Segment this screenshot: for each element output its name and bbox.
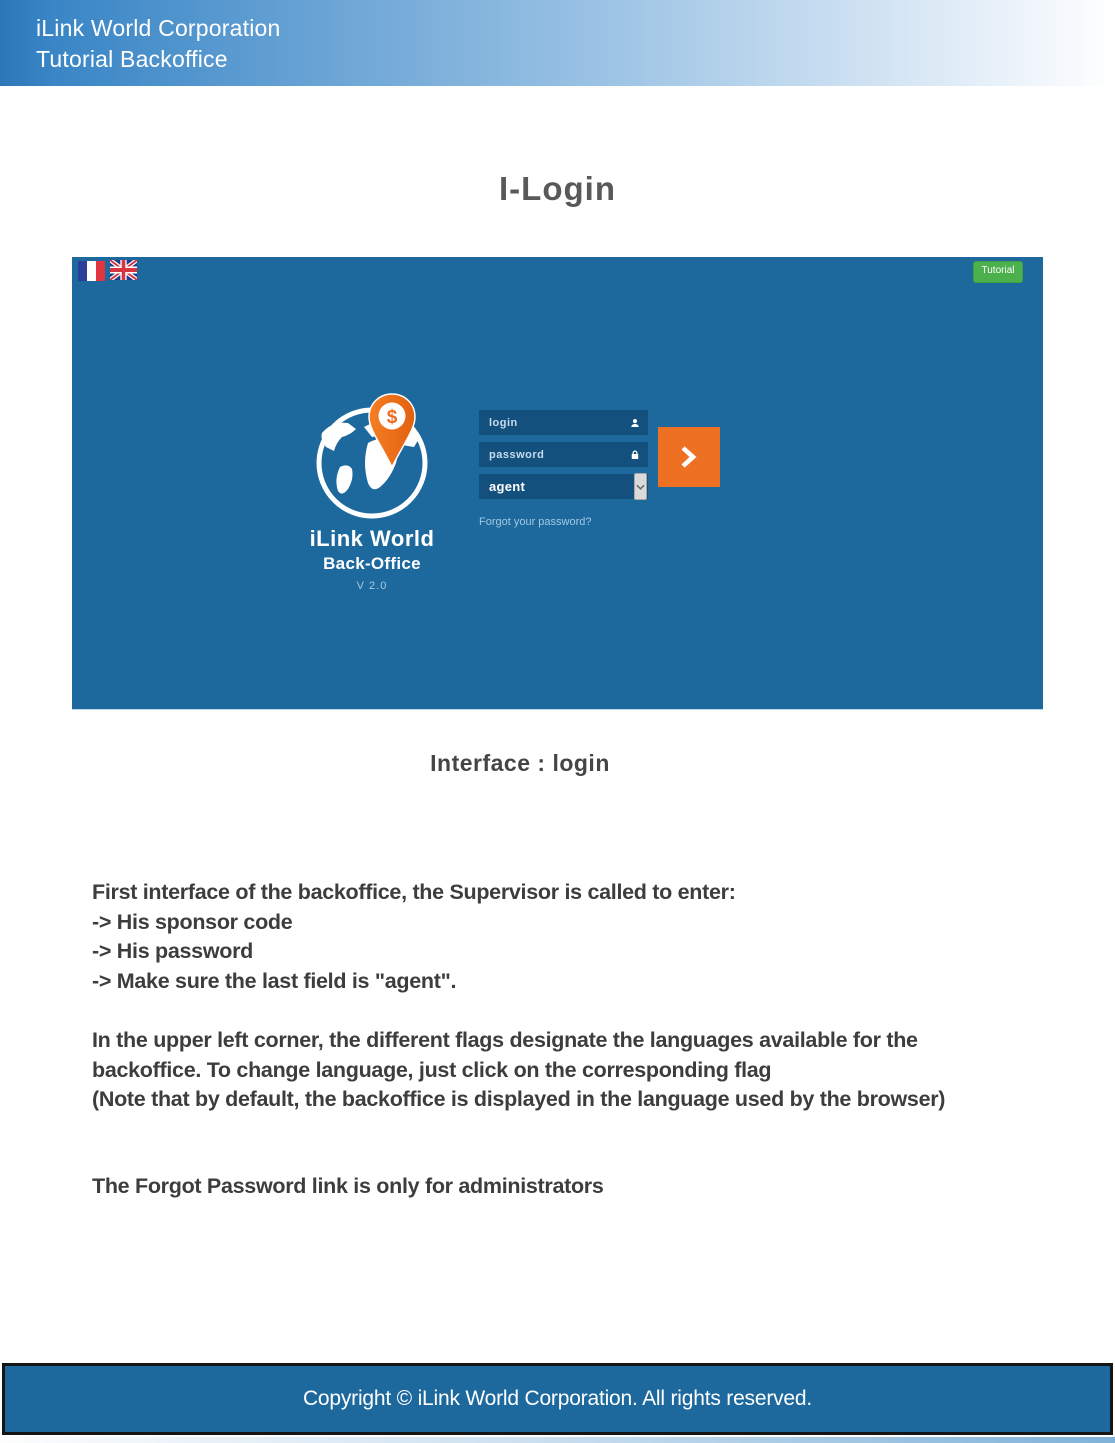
submit-button[interactable] <box>658 427 720 487</box>
france-flag-icon[interactable] <box>78 261 105 281</box>
paragraph-flags <box>92 1026 945 1115</box>
body-line: -> His sponsor code <box>92 909 293 934</box>
footer-bar <box>2 1363 1113 1435</box>
body-line: (Note that by default, the backoffice is displayed in the language used by the browser) <box>92 1087 946 1111</box>
globe-pin-icon <box>292 387 452 523</box>
chevron-down-icon[interactable] <box>634 473 647 500</box>
tutorial-button[interactable]: Tutorial <box>973 261 1023 283</box>
login-form <box>479 410 648 530</box>
dollar-icon: $ <box>386 407 398 428</box>
login-field <box>479 410 648 435</box>
paragraph-instructions <box>92 878 736 996</box>
body-line: In the upper left corner, the different flags designate the languages available for the <box>92 1028 918 1052</box>
logo-block <box>292 387 452 592</box>
body-line: First interface of the backoffice, the Supervisor is called to enter: <box>92 880 736 904</box>
brand-name: iLink World <box>309 526 435 551</box>
password-input[interactable] <box>479 442 648 467</box>
header-subtitle: Tutorial Backoffice <box>36 46 228 72</box>
header-banner <box>0 0 1115 86</box>
screenshot-caption: Interface : login <box>430 750 610 776</box>
person-icon <box>629 417 641 429</box>
chevron-right-icon <box>674 442 704 472</box>
body-line: backoffice. To change language, just click on the corresponding flag <box>92 1057 772 1082</box>
copyright-text: Copyright © iLink World Corporation. All rights reserved. <box>302 1387 813 1410</box>
header-company: iLink World Corporation <box>36 15 281 41</box>
forgot-password-link[interactable]: Forgot your password? <box>479 516 592 528</box>
page-title: I-Login <box>499 170 616 207</box>
bottom-gradient-strip <box>0 1437 1115 1443</box>
version-label: V 2.0 <box>356 580 388 592</box>
login-screenshot-panel <box>72 257 1043 710</box>
paragraph-forgot-password <box>92 1172 604 1202</box>
body-line: The Forgot Password link is only for administrators <box>92 1174 604 1198</box>
password-field <box>479 442 648 467</box>
agent-selected-value: agent <box>489 479 526 494</box>
uk-flag-icon[interactable] <box>110 260 137 280</box>
body-line: -> His password <box>92 939 253 963</box>
login-input[interactable] <box>479 410 648 435</box>
lock-icon <box>629 449 641 461</box>
body-line: -> Make sure the last field is "agent". <box>92 968 457 993</box>
agent-select[interactable] <box>479 474 648 499</box>
product-name: Back-Office <box>323 554 421 573</box>
